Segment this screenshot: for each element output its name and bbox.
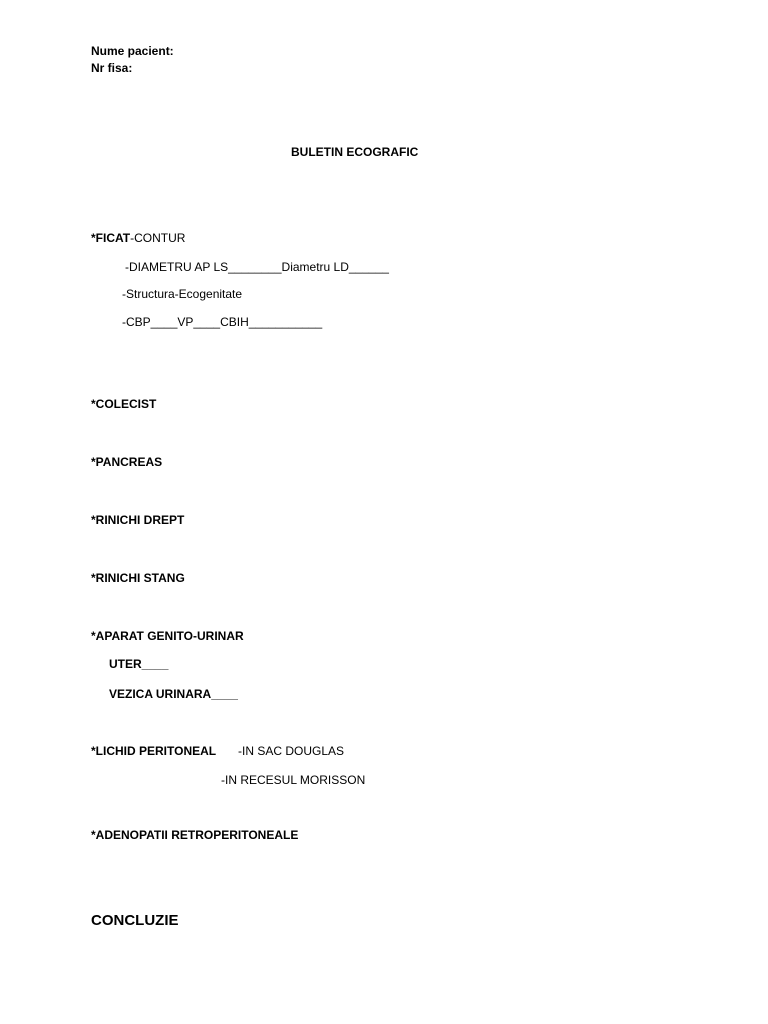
concluzie-heading: CONCLUZIE [91,912,179,929]
pancreas-heading: *PANCREAS [91,455,163,469]
lichid-morisson: -IN RECESUL MORISSON [221,773,366,787]
uter-field: UTER____ [109,657,169,671]
ficat-section-heading [91,230,185,246]
lichid-heading: *LICHID PERITONEAL [91,744,217,758]
ficat-cbp: -CBP____VP____CBIH___________ [122,315,323,329]
aparat-heading: *APARAT GENITO-URINAR [91,629,244,643]
ficat-diametru: -DIAMETRU AP LS________Diametru LD______ [125,260,389,274]
rinichi-stang-heading: *RINICHI STANG [91,571,185,585]
rinichi-drept-heading: *RINICHI DREPT [91,513,185,527]
file-number-label: Nr fisa: [91,61,133,75]
document-title: BULETIN ECOGRAFIC [291,145,419,159]
ficat-contur: -CONTUR [130,231,186,245]
ficat-label: *FICAT [91,231,131,245]
ficat-structura: -Structura-Ecogenitate [122,287,243,301]
lichid-douglas: -IN SAC DOUGLAS [238,744,345,758]
vezica-field: VEZICA URINARA____ [109,687,238,701]
patient-name-label: Nume pacient: [91,44,174,58]
colecist-heading: *COLECIST [91,397,157,411]
adenopatii-heading: *ADENOPATII RETROPERITONEALE [91,828,299,842]
